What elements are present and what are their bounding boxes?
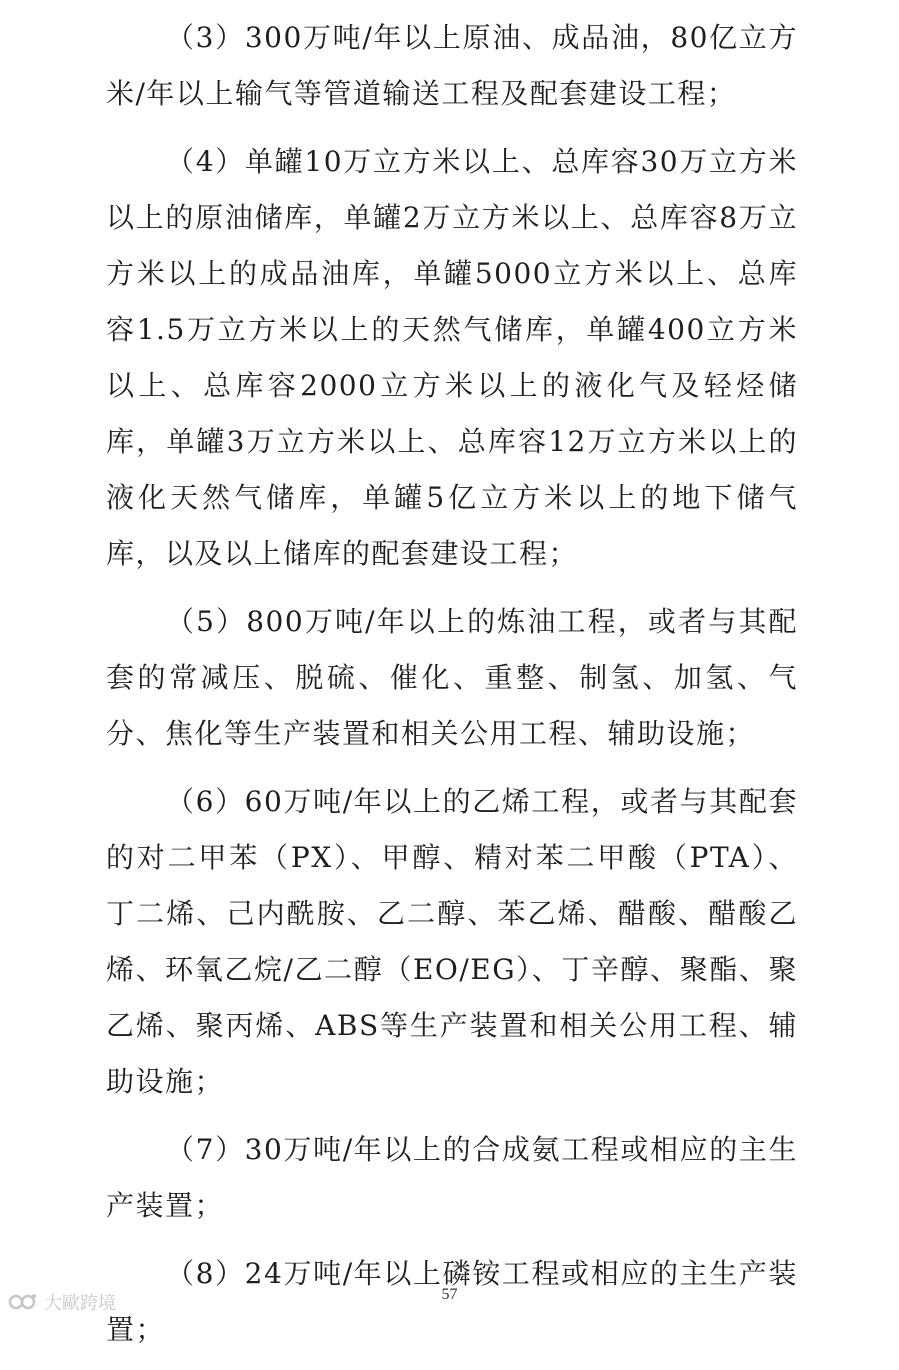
clause-4: （4）单罐10万立方米以上、总库容30万立方米以上的原油储库，单罐2万立方米以上、总库容8万立方米以上的成品油库，单罐5000立方米以上、总库容1.5万立方米以上的天然气储库，单罐400立方米以上、总库容2000立方米以上的液化气及轻烃储库，单罐3万立方米以上、总库容12万立方米以上的液化天然气储库，单罐5亿立方米以上的地下储气库，以及以上储库的配套建设工程； (106, 145, 798, 570)
clause-6: （6）60万吨/年以上的乙烯工程，或者与其配套的对二甲苯（PX）、甲醇、精对苯二甲酸（PTA）、丁二烯、己内酰胺、乙二醇、苯乙烯、醋酸、醋酸乙烯、环氧乙烷/乙二醇（EO/EG）、丁辛醇、聚酯、聚乙烯、聚丙烯、ABS等生产装置和相关公用工程、辅助设施； (106, 785, 798, 1098)
clause-5: （5）800万吨/年以上的炼油工程，或者与其配套的常减压、脱硫、催化、重整、制氢、加氢、气分、焦化等生产装置和相关公用工程、辅助设施； (106, 605, 798, 750)
clause-7: （7）30万吨/年以上的合成氨工程或相应的主生产装置； (106, 1133, 798, 1222)
clause-3: （3）300万吨/年以上原油、成品油，80亿立方米/年以上输气等管道输送工程及配套建设工程； (106, 21, 798, 110)
page-number: 57 (441, 1286, 458, 1303)
watermark-logo-icon (8, 1291, 38, 1313)
watermark (8, 1289, 116, 1315)
watermark-text: 大歐跨境 (44, 1293, 116, 1314)
document-body (106, 10, 798, 1370)
clause-8: （8）24万吨/年以上磷铵工程或相应的主生产装置； (106, 1257, 798, 1346)
